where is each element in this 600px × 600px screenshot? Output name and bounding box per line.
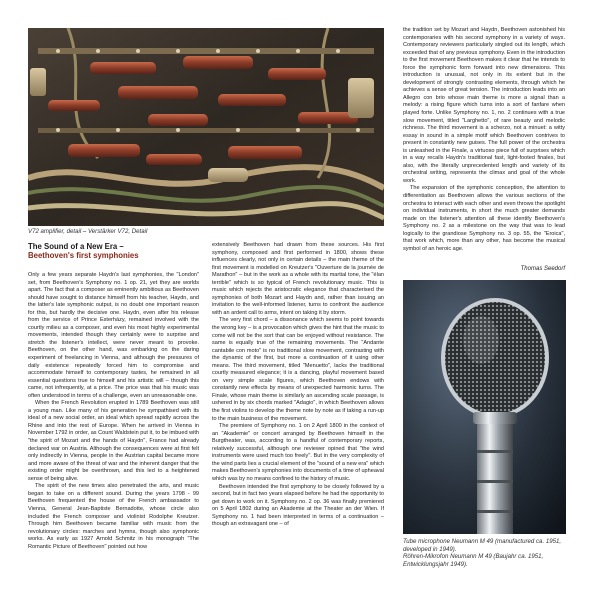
- amplifier-photo: [28, 28, 384, 226]
- microphone-caption-en: Tube microphone Neumann M 49 (manufactured ca. 1951, developed in 1949).: [403, 538, 562, 553]
- microphone-photo: [403, 280, 566, 534]
- microphone-caption-de: Röhren-Mikrofon Neumann M 49 (Baujahr ca. 1951, Entwicklungsjahr 1949).: [403, 553, 544, 568]
- tube-microphone-photo-icon: [403, 280, 566, 534]
- text-column-2: [212, 242, 384, 529]
- paragraph: extensively Beethoven had drawn from these sources. His first symphony, composed and first performed in 1800, shows these influences clearly, not only in certain details – the main theme of the first movement is modelled on Kreutzer's "Ouverture de la journée de Marathon" – but in the work as a whole with its martial tone, the "élan terrible" which is so typical of French revolutionary music. This is music which rejects the aristocratic elegance that characterised the symphonies of both Mozart and Haydn and, rather than issuing an invitation to the well-informed listener, turns to confront the audience with an ardent call to arms, intent on taking it by storm.: [212, 242, 384, 316]
- paragraph: Beethoven intended the first symphony to be closely followed by a second, but in fact two years elapsed before he had the opportunity to get down to work on it. Symphony no. 2 op. 36 was finally premiered on 5 April 1802 during an Akademie at the Theater an der Wien. If Symphony no. 1 had been interpreted in terms of a continuation – though an extravagant one – of: [212, 483, 384, 528]
- paragraph: The very first chord – a dissonance which seems to point towards the wrong key – is a provocation which gives the hint that the music to come will not be the sort that can be enjoyed without resistance. The same is equally true of the remaining movements. The "Andante cantabile con moto" is no traditional slow movement, contrasting with the dynamic of the first, but more a continuation of it using other means. The third movement, titled "Menuetto", lacks the traditional courtly measured elegance; it is a dancing, playful movement based on very simple scale figures, which Beethoven endows with constantly new effects by means of unexpected harmonic turns. The Finale, whose main theme is similarly an ascending scale passage, is ushered in by six chords marked "Adagio", in which Beethoven allows the first violins to develop the theme note by note as if taking a run-up to the main business of the movement.: [212, 317, 384, 422]
- article-subtitle: Beethoven's first symphonies: [28, 251, 139, 261]
- amplifier-caption: V72 amplifier, detail – Verstärker V72, Detail: [28, 228, 148, 235]
- microphone-caption: [403, 538, 573, 568]
- text-column-3: [403, 27, 565, 253]
- paragraph: The expansion of the symphonic conception, the attention to differentiation as Beethoven allows the various sections of the orchestra to interact with each other and even throws the spotlight on individual instruments, in short the much greater demands made on the listener's attention all these identify Beethoven's Symphony no. 2 as a milestone on the way that was to lead logically to the grandiose Symphony no. 3 op. 55, the "Eroica", that work which, more than any other, has become the musical symbol of an heroic age.: [403, 185, 565, 252]
- paragraph: When the French Revolution erupted in 1789 Beethoven was still a young man. Like many of his generation he sympathised with its ideal of a new social order, an ideal which spread rapidly across the Rhine and into the rest of Europe. When he arrived in Vienna in November 1792 in order, as Count Waldstein put it, to be imbued with "the spirit of Mozart and the hands of Haydn", France had already declared war on Austria. Although the consequences were at first felt only indirectly in Vienna, people in the Austrian capital became more and more aware of the threat of war and the inherent danger that the existing order might be overthrown, and this led to a heightened sense of being alive.: [28, 400, 199, 482]
- section-title: [28, 242, 199, 260]
- text-column-1: [28, 272, 199, 551]
- amplifier-circuit-photo-icon: [28, 28, 384, 226]
- paragraph: Only a few years separate Haydn's last symphonies, the "London" set, from Beethoven's Symphony no. 1 op. 21, yet they are worlds apart. The fact that a composer as eminently ambitious as Beethoven should have sought to distance himself from his teacher, Haydn, and the latter's late symphonic output, is no doubt one important reason for this, but hardly the decisive one. Haydn, even after his release from the service of Prince Esterházy, remained involved with the courtly milieu as a composer, and even his most highly experimental movements, intended though they certainly were to surprise and stretch the listener's intellect, were never meant to provoke. Beethoven, on the other hand, was embarking on the daring experiment of freelancing in Vienna, and although the pressures of daily existence repeatedly forced him to compromise and accommodate himself to contemporary tastes, he remained in all essential questions true to himself and his artistic will – though this came, not infrequently, at a price. The price was that his music was often understood in terms of a challenge, even an unreasonable one.: [28, 272, 199, 399]
- paragraph: the tradition set by Mozart and Haydn, Beethoven astonished his contemporaries with his second symphony in a variety of ways. Contemporary reviewers particularly singled out its length, which exceeded that of any previous symphony. Even in the introduction to the first movement Beethoven makes it clear that he intends to force the symphonic form forward into new dimensions. This introduction is unusual, not only in its extent but in the development of strongly contrasting elements, through which he achieves a sense of great tension. The introduction leads into an Allegro con brio whose main theme is more a signal than a melody: a rising figure which turns into a sort of fanfare when played forte. Unlike Symphony no. 1, no. 2 continues with a true slow movement, titled "Larghetto", of rare beauty and melodic richness. The third movement is a scherzo, not a minuet: a witty essay in sound in a simple motif which Beethoven contrives to present in constantly new guises. The full power of the orchestra is unleashed in the Finale, a virtuoso piece full of surprises which in a way recalls Haydn's traditional fast, light-footed finales, but also, with the literally unprecedented length and variety of its orchestral writing, represents the climax and goal of the whole work.: [403, 27, 565, 184]
- article-title: The Sound of a New Era –: [28, 242, 124, 251]
- paragraph: The premiere of Symphony no. 1 on 2 April 1800 in the context of an "Akademie" or concert arranged by Beethoven himself in the Burgtheater, was, according to a handful of contemporary reports, relatively successful, although one reviewer opined that "the wind instruments were used much too freely". But in the very complexity of the wind parts lies a crucial element of the "sound of a new era" which makes Beethoven's symphonies into documents of a time of upheaval which was by no means confined to the history of music.: [212, 423, 384, 482]
- paragraph: The spirit of the new times also penetrated the arts, and music began to take on a different sound. During the years 1798 - 99 Beethoven frequented the house of the French ambassador to Vienna, General Jean-Baptiste Bernadotte, whose circle also included the French composer and violinist Rodolphe Kreutzer. Through him Beethoven became familiar with music from the revolutionary circles: marches and hymns, though also symphonic works. As early as 1927 Arnold Schmitz in his monograph "The Romantic Picture of Beethoven" pointed out how: [28, 483, 199, 550]
- author-signature: Thomas Seedorf: [520, 266, 565, 272]
